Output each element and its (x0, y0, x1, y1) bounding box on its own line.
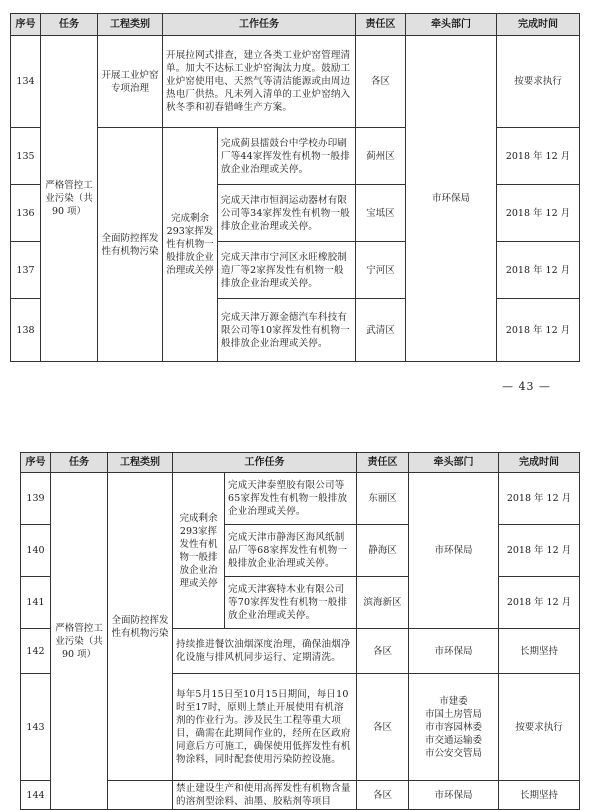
row-number: 138 (11, 299, 41, 362)
header-category: 工程类别 (108, 453, 173, 473)
area-cell: 各区 (357, 781, 409, 810)
time-cell: 按要求执行 (497, 36, 580, 128)
header-no: 序号 (11, 14, 41, 36)
header-dept: 牵头部门 (406, 14, 497, 36)
header-mission: 任务 (41, 14, 98, 36)
time-cell: 2018 年 12 月 (499, 577, 580, 629)
row-number: 134 (11, 36, 41, 128)
task-cell: 完成天津市静海区海风纸制品厂等68家挥发性有机物一般排放企业治理或关停。 (225, 525, 357, 577)
row-number: 140 (21, 525, 51, 577)
header-category: 工程类别 (98, 14, 163, 36)
header-work-task: 工作任务 (163, 14, 356, 36)
row-number: 142 (21, 629, 51, 674)
header-area: 责任区 (357, 453, 409, 473)
table-row (21, 473, 580, 525)
dept-cell: 市环保局 (409, 781, 499, 810)
area-cell: 蓟州区 (356, 128, 406, 185)
row-number: 143 (21, 674, 51, 781)
header-work-task: 工作任务 (173, 453, 357, 473)
time-cell: 2018 年 12 月 (497, 128, 580, 185)
policy-table-page-44 (20, 452, 580, 810)
row-number: 135 (11, 128, 41, 185)
task-cell: 完成天津市恒润运动器材有限公司等34家挥发性有机物一般排放企业治理或关停。 (218, 185, 356, 242)
area-cell: 各区 (357, 629, 409, 674)
time-cell: 2018 年 12 月 (499, 525, 580, 577)
category-cell: 全面防控挥发性有机物污染 (98, 128, 163, 362)
table-row (11, 36, 580, 128)
category-cell: 全面防控挥发性有机物污染 (108, 473, 173, 781)
area-cell: 静海区 (357, 525, 409, 577)
time-cell: 2018 年 12 月 (499, 473, 580, 525)
row-number: 139 (21, 473, 51, 525)
task-cell: 禁止建设生产和使用高挥发性有机物含量的溶剂型涂料、油墨、胶粘剂等项目 (173, 781, 357, 810)
area-cell: 宁河区 (356, 242, 406, 299)
task-cell: 每年5月15日至10月15日期间，每日10时至17时，原则上禁止开展使用有机溶剂的作业行为。涉及民生工程等重大项目，确需在此期间作业的，经所在区政府同意后方可施工，确保使用低挥发性有机物涂料，同时配套使用污染防控设施。 (173, 674, 357, 781)
task-cell: 完成天津市宁河区永旺橡胶制造厂等2家挥发性有机物一般排放企业治理或关停。 (218, 242, 356, 299)
time-cell: 2018 年 12 月 (497, 242, 580, 299)
row-number: 141 (21, 577, 51, 629)
table-header-row (11, 14, 580, 36)
time-cell: 长期坚持 (499, 629, 580, 674)
policy-table-page-43 (10, 13, 580, 362)
header-dept: 牵头部门 (409, 453, 499, 473)
row-number: 144 (21, 781, 51, 810)
time-cell: 2018 年 12 月 (497, 299, 580, 362)
row-number: 136 (11, 185, 41, 242)
dept-cell: 市环保局 (409, 473, 499, 629)
mission-cell: 严格管控工业污染（共 90 项） (51, 473, 108, 810)
time-cell: 按要求执行 (499, 674, 580, 781)
row-number: 137 (11, 242, 41, 299)
subcategory-cell: 完成剩余293家挥发性有机物一般排放企业治理或关停 (163, 128, 218, 362)
task-cell: 完成天津赛特木业有限公司等70家挥发性有机物一般排放企业治理或关停。 (225, 577, 357, 629)
dept-cell: 市环保局 (409, 629, 499, 674)
header-area: 责任区 (356, 14, 406, 36)
task-cell: 完成天津万源金德汽车科技有限公司等10家挥发性有机物一般排放企业治理或关停。 (218, 299, 356, 362)
page-number: — 43 — (502, 380, 551, 393)
header-time: 完成时间 (497, 14, 580, 36)
header-no: 序号 (21, 453, 51, 473)
area-cell: 武清区 (356, 299, 406, 362)
time-cell: 2018 年 12 月 (497, 185, 580, 242)
area-cell: 宝坻区 (356, 185, 406, 242)
category-cell-empty (108, 781, 173, 810)
mission-cell: 严格管控工业污染（共 90 项） (41, 36, 98, 362)
subcategory-cell: 完成剩余293家挥发性有机物一般排放企业治理或关停 (173, 473, 225, 629)
area-cell: 各区 (357, 674, 409, 781)
dept-cell: 市建委 市国土房管局 市市容园林委 市交通运输委 市公安交管局 (409, 674, 499, 781)
area-cell: 东丽区 (357, 473, 409, 525)
table-header-row (21, 453, 580, 473)
time-cell: 长期坚持 (499, 781, 580, 810)
header-time: 完成时间 (499, 453, 580, 473)
task-cell: 完成蓟县擂鼓台中学校办印刷厂等44家挥发性有机物一般排放企业治理或关停。 (218, 128, 356, 185)
task-cell: 开展拉网式排查，建立各类工业炉窑管理清单。加大不达标工业炉窑淘汰力度。鼓励工业炉窑使用电、天然气等清洁能源或由周边热电厂供热。凡未列入清单的工业炉窑纳入秋冬季和初春错峰生产方案。 (163, 36, 356, 128)
area-cell: 各区 (356, 36, 406, 128)
category-cell: 开展工业炉窑专项治理 (98, 36, 163, 128)
header-mission: 任务 (51, 453, 108, 473)
task-cell: 持续推进餐饮油烟深度治理，确保油烟净化设施与排风机同步运行、定期清洗。 (173, 629, 357, 674)
area-cell: 滨海新区 (357, 577, 409, 629)
task-cell: 完成天津泰塑胶有限公司等65家挥发性有机物一般排放企业治理或关停。 (225, 473, 357, 525)
dept-cell: 市环保局 (406, 36, 497, 362)
